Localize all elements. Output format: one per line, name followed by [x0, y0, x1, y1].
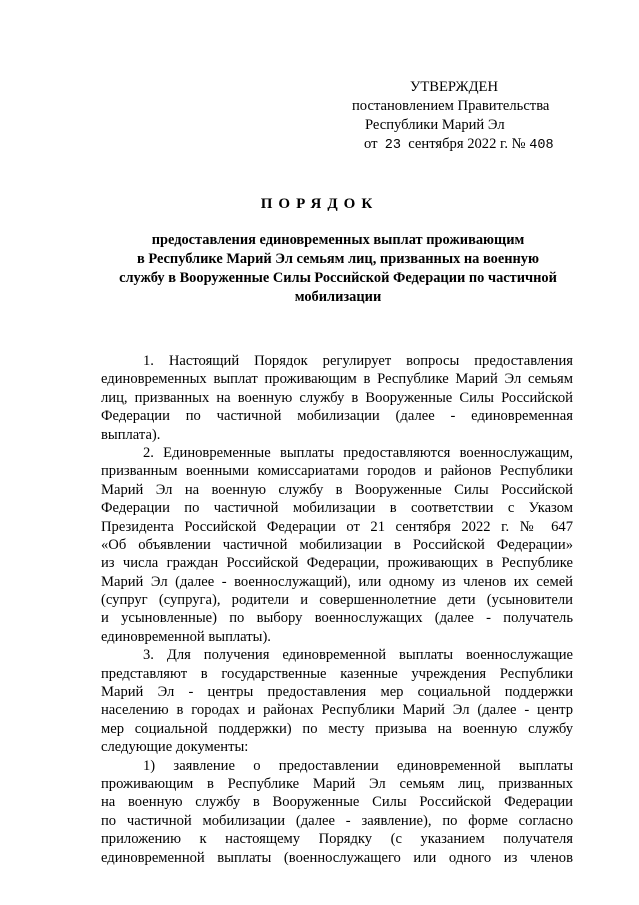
paragraph-2-line: «Об объявлении частичной мобилизации в Российской Федерации» [101, 536, 573, 553]
subitem-1-line: на военную службу в Вооруженные Силы Российской Федерации [101, 794, 573, 811]
approval-heading: УТВЕРЖДЕН [410, 79, 498, 95]
subtitle-line: службу в Вооруженные Силы Российской Федерации по частичной [119, 270, 557, 286]
paragraph-2-line: (супруг (супруга), родители и совершеннолетние дети (усыновители [101, 592, 573, 609]
document-title: ПОРЯДОК [260, 196, 379, 212]
decree-number: 408 [529, 138, 554, 153]
paragraph-2-line: Президента Российской Федерации от 21 сентября 2022 г. № 647 [101, 518, 573, 535]
subitem-1-line: единовременной выплаты (военнослужащего или одного из членов [101, 849, 573, 866]
paragraph-2-line: 2. Единовременные выплаты предоставляются военнослужащим, [143, 444, 573, 461]
paragraph-1-line: 1. Настоящий Порядок регулирует вопросы предоставления [143, 353, 573, 369]
paragraph-3-line: населению в городах и районах Республики Марий Эл (далее - центр [101, 702, 573, 719]
paragraph-2-line: Федерации по частичной мобилизации в соответствии с Указом [101, 500, 573, 517]
date-month-year: сентября 2022 г. № [408, 136, 526, 152]
paragraph-1-line: лиц, призванных на военную службу в Вооруженные Силы Российской [101, 389, 573, 406]
approval-date-line [340, 135, 580, 155]
approval-stamp [340, 78, 580, 155]
approval-line-resolution: постановлением Правительства [352, 98, 550, 114]
document-subtitle [101, 231, 575, 307]
document-body [101, 352, 573, 867]
approval-line-republic: Республики Марий Эл [365, 117, 505, 133]
paragraph-3-line: Марий Эл - центры предоставления мер социальной поддержки [101, 684, 573, 701]
paragraph-1-line: выплата). [101, 426, 161, 443]
subitem-1-line: проживающим в Республике Марий Эл семьям лиц, призванных [101, 775, 573, 792]
paragraph-2-line: единовременной выплаты). [101, 628, 271, 645]
paragraph-3-line: 3. Для получения единовременной выплаты военнослужащие [143, 647, 573, 664]
paragraph-2-line: Марий Эл на военную службу в Вооруженные Силы Российской [101, 481, 573, 498]
subtitle-line: мобилизации [294, 289, 382, 305]
subitem-1-line: 1) заявление о предоставлении единовременной выплаты [143, 757, 573, 774]
paragraph-2-line: и усыновленные) по выбору военнослужащих (далее - получатель [101, 610, 573, 627]
subtitle-line: в Республике Марий Эл семьям лиц, призванных на военную [136, 251, 539, 267]
date-prefix: от [364, 136, 378, 152]
paragraph-3-line: представляют в государственные казенные учреждения Республики [101, 665, 573, 682]
paragraph-2-line: призванным военными комиссариатами городов и районов Республики [101, 463, 573, 480]
paragraph-1-line: Федерации по частичной мобилизации (далее - единовременная [101, 408, 573, 425]
subitem-1-line: по частичной мобилизации (далее - заявление), по форме согласно [101, 812, 573, 829]
paragraph-3-line: следующие документы: [101, 739, 249, 756]
subtitle-line: предоставления единовременных выплат проживающим [151, 232, 525, 248]
paragraph-2-line: Марий Эл (далее - военнослужащий), или одному из членов их семей [101, 573, 573, 590]
paragraph-2-line: из числа граждан Российской Федерации, проживающих в Республике [101, 555, 573, 572]
date-day: 23 [384, 138, 401, 153]
subitem-1-line: приложению к настоящему Порядку (с указанием получателя [101, 831, 573, 848]
paragraph-1-line: единовременных выплат проживающим в Республике Марий Эл семьям [101, 371, 573, 388]
paragraph-3-line: мер социальной поддержки) по месту призыва на военную службу [101, 720, 573, 737]
